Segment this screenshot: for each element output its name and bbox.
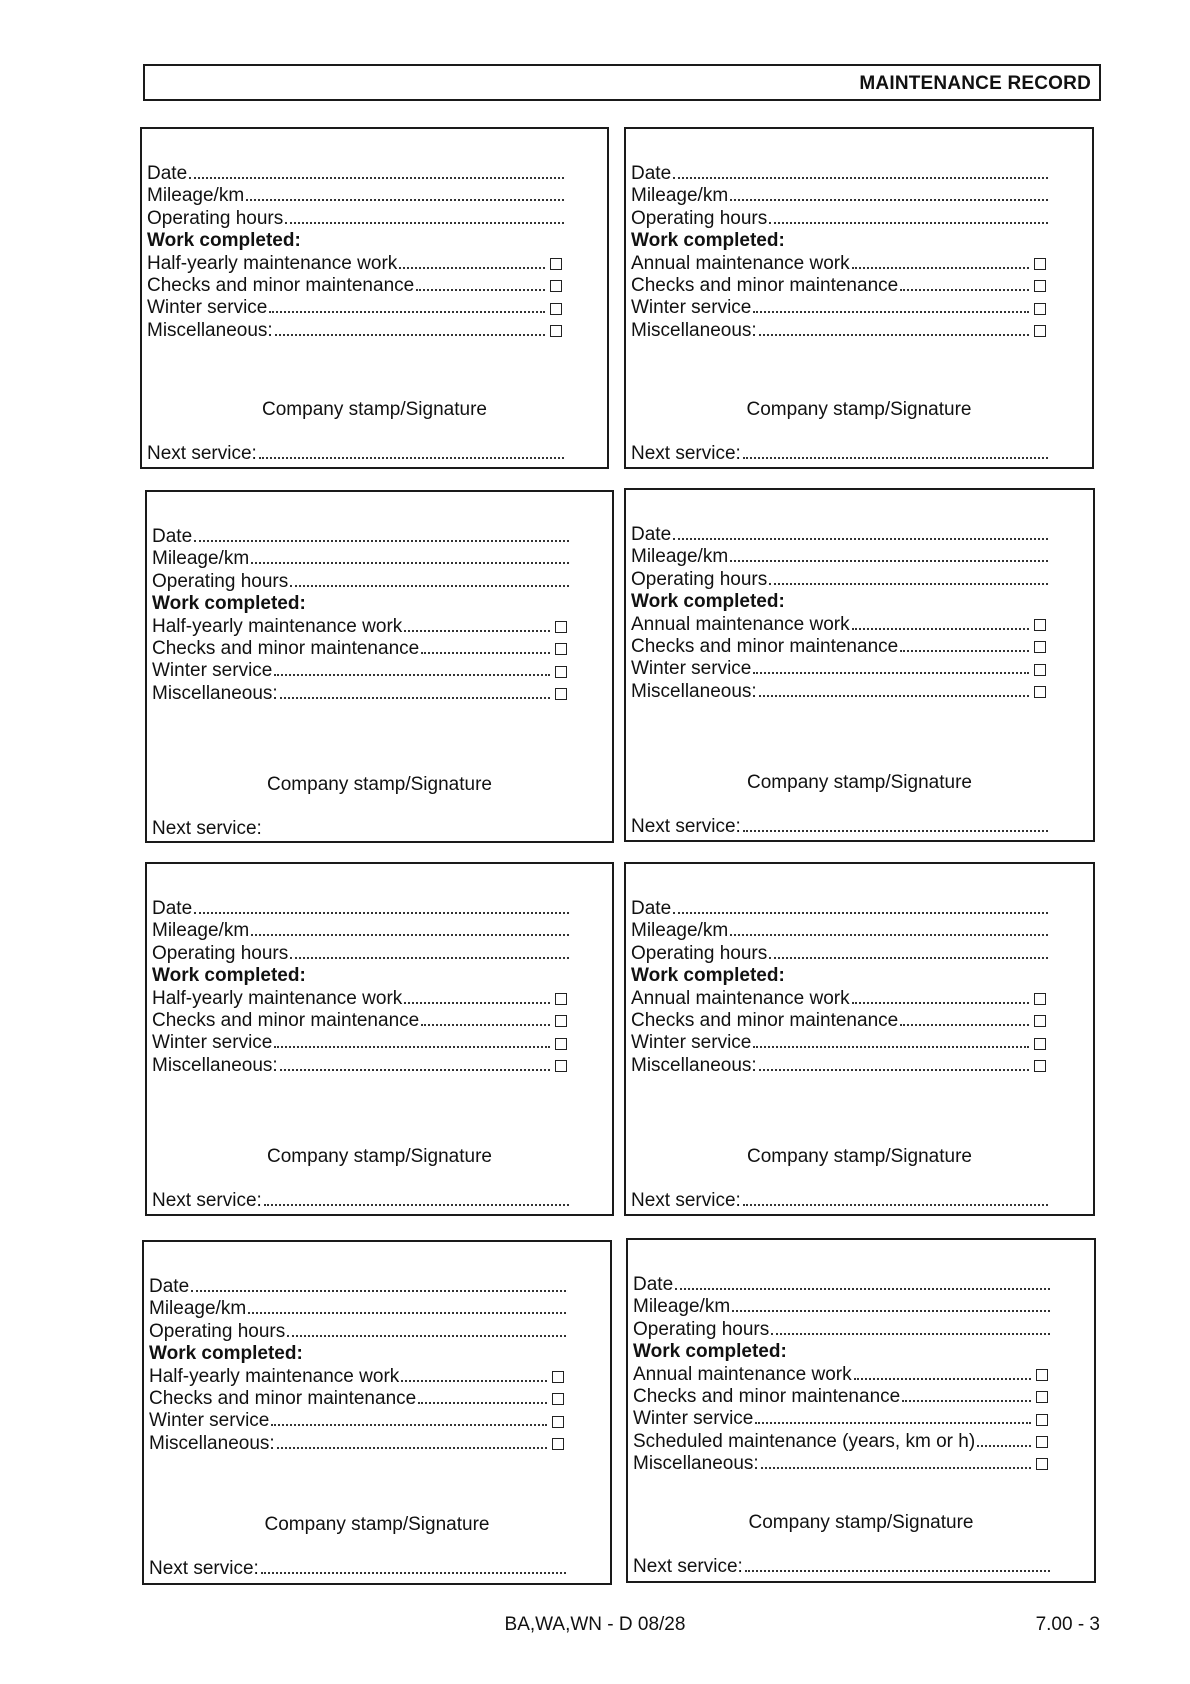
mileage-field[interactable] <box>732 1309 1050 1312</box>
date-field[interactable] <box>673 176 1048 179</box>
checkbox-empty-icon[interactable] <box>555 1038 567 1050</box>
work-completed-heading: Work completed: <box>631 965 785 987</box>
checkbox-empty-icon[interactable] <box>1034 1038 1046 1050</box>
winter-row <box>149 1410 574 1432</box>
company-stamp-label: Company stamp/Signature <box>262 399 487 420</box>
work-completed-heading: Work completed: <box>152 593 306 615</box>
hours-label: Operating hours <box>152 570 289 592</box>
leader-dots <box>274 1045 550 1048</box>
leader-dots <box>421 651 550 654</box>
misc-row <box>631 681 1056 703</box>
checkbox-empty-icon[interactable] <box>1036 1414 1048 1426</box>
work-completed-heading: Work completed: <box>152 965 306 987</box>
company-stamp-label: Company stamp/Signature <box>267 1146 492 1167</box>
half-yearly-label: Half-yearly maintenance work <box>149 1365 400 1387</box>
winter-label: Winter service <box>152 1032 273 1054</box>
mileage-row <box>152 920 577 942</box>
hours-label: Operating hours <box>631 568 768 590</box>
date-row <box>152 898 577 920</box>
winter-label: Winter service <box>152 660 273 682</box>
hours-label: Operating hours <box>152 942 289 964</box>
next-service-row <box>149 1558 574 1580</box>
mileage-label: Mileage/km <box>631 546 729 568</box>
winter-label: Winter service <box>149 1410 270 1432</box>
hours-field[interactable] <box>285 221 564 224</box>
winter-label: Winter service <box>633 1408 754 1430</box>
company-stamp-label: Company stamp/Signature <box>747 772 972 793</box>
checkbox-empty-icon[interactable] <box>550 280 562 292</box>
next-service-field[interactable] <box>745 1569 1050 1572</box>
leader-dots <box>753 310 1029 313</box>
mileage-row <box>631 920 1056 942</box>
next-service-row <box>152 818 577 840</box>
checkbox-empty-icon[interactable] <box>1036 1458 1048 1470</box>
checkbox-empty-icon[interactable] <box>1034 993 1046 1005</box>
maintenance-card-2 <box>624 127 1094 469</box>
hours-field[interactable] <box>771 1332 1050 1335</box>
leader-dots <box>401 1379 547 1382</box>
misc-row <box>152 683 577 705</box>
winter-row <box>152 660 577 682</box>
misc-label: Miscellaneous: <box>149 1432 275 1454</box>
half-yearly-row <box>149 1366 574 1388</box>
next-service-row <box>633 1556 1058 1578</box>
checks-row <box>631 636 1056 658</box>
winter-label: Winter service <box>631 297 752 319</box>
leader-dots <box>280 1068 550 1071</box>
checkbox-empty-icon[interactable] <box>1034 325 1046 337</box>
document-code: BA,WA,WN - D 08/28 <box>504 1614 686 1635</box>
checks-label: Checks and minor maintenance <box>633 1385 901 1407</box>
mileage-field[interactable] <box>730 933 1048 936</box>
maintenance-card-6 <box>624 862 1095 1216</box>
leader-dots <box>852 266 1029 269</box>
maintenance-card-5 <box>145 862 614 1216</box>
misc-label: Miscellaneous: <box>152 1054 278 1076</box>
leader-dots <box>274 673 550 676</box>
checks-label: Checks and minor maintenance <box>152 637 420 659</box>
misc-label: Miscellaneous: <box>147 319 273 341</box>
checks-label: Checks and minor maintenance <box>631 635 899 657</box>
leader-dots <box>416 288 545 291</box>
scheduled-label: Scheduled maintenance (years, km or h) <box>633 1430 976 1452</box>
company-stamp-label: Company stamp/Signature <box>747 1146 972 1167</box>
next-service-row <box>631 816 1056 838</box>
mileage-field[interactable] <box>248 1311 566 1314</box>
mileage-label: Mileage/km <box>147 185 245 207</box>
annual-label: Annual maintenance work <box>631 252 850 274</box>
mileage-label: Mileage/km <box>633 1296 731 1318</box>
hours-field[interactable] <box>290 956 569 959</box>
next-service-field[interactable] <box>743 1203 1048 1206</box>
page-title: MAINTENANCE RECORD <box>859 73 1091 94</box>
checks-row <box>152 1010 577 1032</box>
hours-row <box>147 208 572 230</box>
leader-dots <box>900 649 1029 652</box>
company-stamp-label: Company stamp/Signature <box>267 774 492 795</box>
company-stamp-label: Company stamp/Signature <box>746 399 972 420</box>
checks-label: Checks and minor maintenance <box>147 274 415 296</box>
checkbox-empty-icon[interactable] <box>555 643 567 655</box>
annual-row <box>631 253 1056 275</box>
winter-row <box>152 1032 577 1054</box>
leader-dots <box>854 1377 1031 1380</box>
next-service-label: Next service: <box>149 1558 259 1579</box>
hours-label: Operating hours <box>631 942 768 964</box>
checkbox-empty-icon[interactable] <box>550 303 562 315</box>
checks-row <box>149 1388 574 1410</box>
checks-label: Checks and minor maintenance <box>631 1009 899 1031</box>
next-service-label: Next service: <box>631 443 741 464</box>
company-stamp-label: Company stamp/Signature <box>264 1514 490 1535</box>
annual-row <box>631 988 1056 1010</box>
mileage-field[interactable] <box>246 198 564 201</box>
hours-row <box>633 1319 1058 1341</box>
hours-row <box>631 569 1056 591</box>
mileage-label: Mileage/km <box>631 185 729 207</box>
maintenance-card-3 <box>145 490 614 843</box>
page-header <box>143 64 1101 101</box>
checkbox-empty-icon[interactable] <box>552 1416 564 1428</box>
mileage-label: Mileage/km <box>149 1298 247 1320</box>
next-service-field[interactable] <box>259 456 564 459</box>
mileage-row <box>147 185 572 207</box>
date-field[interactable] <box>673 911 1048 914</box>
hours-field[interactable] <box>287 1334 566 1337</box>
next-service-field[interactable] <box>743 456 1048 459</box>
mileage-label: Mileage/km <box>631 920 729 942</box>
annual-row <box>631 614 1056 636</box>
date-row <box>633 1274 1058 1296</box>
next-service-row <box>152 1190 577 1212</box>
date-row <box>147 163 572 185</box>
work-completed-heading: Work completed: <box>147 230 301 252</box>
hours-label: Operating hours <box>147 207 284 229</box>
date-field[interactable] <box>675 1287 1050 1290</box>
checks-row <box>633 1386 1058 1408</box>
hours-row <box>631 943 1056 965</box>
hours-label: Operating hours <box>149 1320 286 1342</box>
leader-dots <box>269 310 545 313</box>
checks-row <box>147 275 572 297</box>
date-label: Date <box>631 898 672 919</box>
work-completed-heading: Work completed: <box>631 591 785 613</box>
hours-field[interactable] <box>769 221 1048 224</box>
leader-dots <box>902 1399 1031 1402</box>
leader-dots <box>418 1401 547 1404</box>
checks-row <box>152 638 577 660</box>
checks-label: Checks and minor maintenance <box>149 1387 417 1409</box>
half-yearly-row <box>152 616 577 638</box>
date-row <box>631 163 1056 185</box>
date-row <box>631 898 1056 920</box>
next-service-field[interactable] <box>264 1203 569 1206</box>
work-completed-heading: Work completed: <box>631 230 785 252</box>
annual-row <box>633 1364 1058 1386</box>
next-service-field[interactable] <box>743 829 1048 832</box>
next-service-label: Next service: <box>152 818 262 839</box>
winter-row <box>631 297 1056 319</box>
leader-dots <box>759 694 1029 697</box>
next-service-row <box>631 1190 1056 1212</box>
half-yearly-row <box>147 253 572 275</box>
misc-row <box>149 1433 574 1455</box>
leader-dots <box>852 627 1029 630</box>
leader-dots <box>761 1466 1031 1469</box>
winter-row <box>631 1032 1056 1054</box>
checks-row <box>631 275 1056 297</box>
checkbox-empty-icon[interactable] <box>1034 1060 1046 1072</box>
checkbox-empty-icon[interactable] <box>1034 641 1046 653</box>
winter-label: Winter service <box>631 1032 752 1054</box>
checkbox-empty-icon[interactable] <box>1034 258 1046 270</box>
checkbox-empty-icon[interactable] <box>1034 686 1046 698</box>
checks-label: Checks and minor maintenance <box>631 274 899 296</box>
next-service-field[interactable] <box>261 1571 566 1574</box>
winter-row <box>631 658 1056 680</box>
checkbox-empty-icon[interactable] <box>555 688 567 700</box>
date-row <box>631 524 1056 546</box>
scheduled-row <box>633 1431 1058 1453</box>
checks-row <box>631 1010 1056 1032</box>
company-stamp-label: Company stamp/Signature <box>748 1512 974 1533</box>
date-label: Date <box>152 526 193 547</box>
leader-dots <box>753 1045 1029 1048</box>
next-service-label: Next service: <box>631 816 741 837</box>
annual-label: Annual maintenance work <box>633 1363 852 1385</box>
maintenance-card-8 <box>626 1238 1096 1583</box>
half-yearly-label: Half-yearly maintenance work <box>152 615 403 637</box>
leader-dots <box>753 671 1029 674</box>
mileage-row <box>152 548 577 570</box>
mileage-label: Mileage/km <box>152 920 250 942</box>
leader-dots <box>759 1068 1029 1071</box>
checkbox-empty-icon[interactable] <box>550 325 562 337</box>
checkbox-empty-icon[interactable] <box>1036 1369 1048 1381</box>
leader-dots <box>277 1446 547 1449</box>
leader-dots <box>900 1023 1029 1026</box>
maintenance-card-7 <box>142 1240 612 1585</box>
winter-row <box>147 297 572 319</box>
misc-row <box>152 1055 577 1077</box>
date-row <box>152 526 577 548</box>
hours-row <box>152 943 577 965</box>
maintenance-card-4 <box>624 488 1095 842</box>
checkbox-empty-icon[interactable] <box>552 1393 564 1405</box>
page-number: 7.00 - 3 <box>1035 1614 1100 1635</box>
hours-label: Operating hours <box>633 1318 770 1340</box>
checkbox-empty-icon[interactable] <box>552 1371 564 1383</box>
hours-field[interactable] <box>290 584 569 587</box>
checkbox-empty-icon[interactable] <box>552 1438 564 1450</box>
checkbox-empty-icon[interactable] <box>1034 619 1046 631</box>
checkbox-empty-icon[interactable] <box>555 666 567 678</box>
next-service-row <box>631 443 1056 465</box>
next-service-row <box>147 443 572 465</box>
winter-label: Winter service <box>631 658 752 680</box>
checkbox-empty-icon[interactable] <box>1034 1015 1046 1027</box>
winter-row <box>633 1408 1058 1430</box>
leader-dots <box>404 629 550 632</box>
mileage-field[interactable] <box>251 561 569 564</box>
hours-field[interactable] <box>769 956 1048 959</box>
hours-row <box>152 571 577 593</box>
hours-field[interactable] <box>769 582 1048 585</box>
leader-dots <box>900 288 1029 291</box>
date-label: Date <box>149 1276 190 1297</box>
checkbox-empty-icon[interactable] <box>1034 280 1046 292</box>
checkbox-empty-icon[interactable] <box>555 1060 567 1072</box>
date-row <box>149 1276 574 1298</box>
checks-label: Checks and minor maintenance <box>152 1009 420 1031</box>
annual-label: Annual maintenance work <box>631 613 850 635</box>
leader-dots <box>755 1421 1031 1424</box>
mileage-field[interactable] <box>730 559 1048 562</box>
date-label: Date <box>147 163 188 184</box>
date-label: Date <box>152 898 193 919</box>
half-yearly-label: Half-yearly maintenance work <box>147 252 398 274</box>
next-service-label: Next service: <box>633 1556 743 1577</box>
mileage-row <box>631 546 1056 568</box>
date-label: Date <box>631 163 672 184</box>
leader-dots <box>404 1001 550 1004</box>
leader-dots <box>271 1423 547 1426</box>
work-completed-heading: Work completed: <box>633 1341 787 1363</box>
misc-label: Miscellaneous: <box>631 680 757 702</box>
date-field[interactable] <box>189 176 564 179</box>
next-service-label: Next service: <box>147 443 257 464</box>
mileage-row <box>633 1296 1058 1318</box>
hours-label: Operating hours <box>631 207 768 229</box>
maintenance-card-1 <box>140 127 609 469</box>
checkbox-empty-icon[interactable] <box>555 1015 567 1027</box>
leader-dots <box>421 1023 550 1026</box>
date-field[interactable] <box>194 539 569 542</box>
mileage-label: Mileage/km <box>152 548 250 570</box>
leader-dots <box>759 333 1029 336</box>
half-yearly-label: Half-yearly maintenance work <box>152 987 403 1009</box>
checkbox-empty-icon[interactable] <box>1034 664 1046 676</box>
winter-label: Winter service <box>147 297 268 319</box>
annual-label: Annual maintenance work <box>631 987 850 1009</box>
misc-label: Miscellaneous: <box>631 319 757 341</box>
mileage-row <box>631 185 1056 207</box>
mileage-row <box>149 1298 574 1320</box>
date-field[interactable] <box>191 1289 566 1292</box>
checkbox-empty-icon[interactable] <box>550 258 562 270</box>
date-field[interactable] <box>194 911 569 914</box>
next-service-label: Next service: <box>631 1190 741 1211</box>
leader-dots <box>280 696 550 699</box>
leader-dots <box>275 333 545 336</box>
next-service-label: Next service: <box>152 1190 262 1211</box>
checkbox-empty-icon[interactable] <box>555 621 567 633</box>
hours-row <box>149 1321 574 1343</box>
misc-label: Miscellaneous: <box>152 682 278 704</box>
misc-label: Miscellaneous: <box>631 1054 757 1076</box>
half-yearly-row <box>152 988 577 1010</box>
checkbox-empty-icon[interactable] <box>1036 1436 1048 1448</box>
mileage-field[interactable] <box>251 933 569 936</box>
leader-dots <box>399 266 545 269</box>
date-field[interactable] <box>673 537 1048 540</box>
checkbox-empty-icon[interactable] <box>555 993 567 1005</box>
leader-dots <box>852 1001 1029 1004</box>
date-label: Date <box>631 524 672 545</box>
date-label: Date <box>633 1274 674 1295</box>
checkbox-empty-icon[interactable] <box>1036 1391 1048 1403</box>
misc-row <box>147 320 572 342</box>
misc-row <box>631 1055 1056 1077</box>
mileage-field[interactable] <box>730 198 1048 201</box>
misc-row <box>633 1453 1058 1475</box>
hours-row <box>631 208 1056 230</box>
misc-row <box>631 320 1056 342</box>
work-completed-heading: Work completed: <box>149 1343 303 1365</box>
misc-label: Miscellaneous: <box>633 1453 759 1475</box>
checkbox-empty-icon[interactable] <box>1034 303 1046 315</box>
leader-dots <box>977 1444 1031 1447</box>
